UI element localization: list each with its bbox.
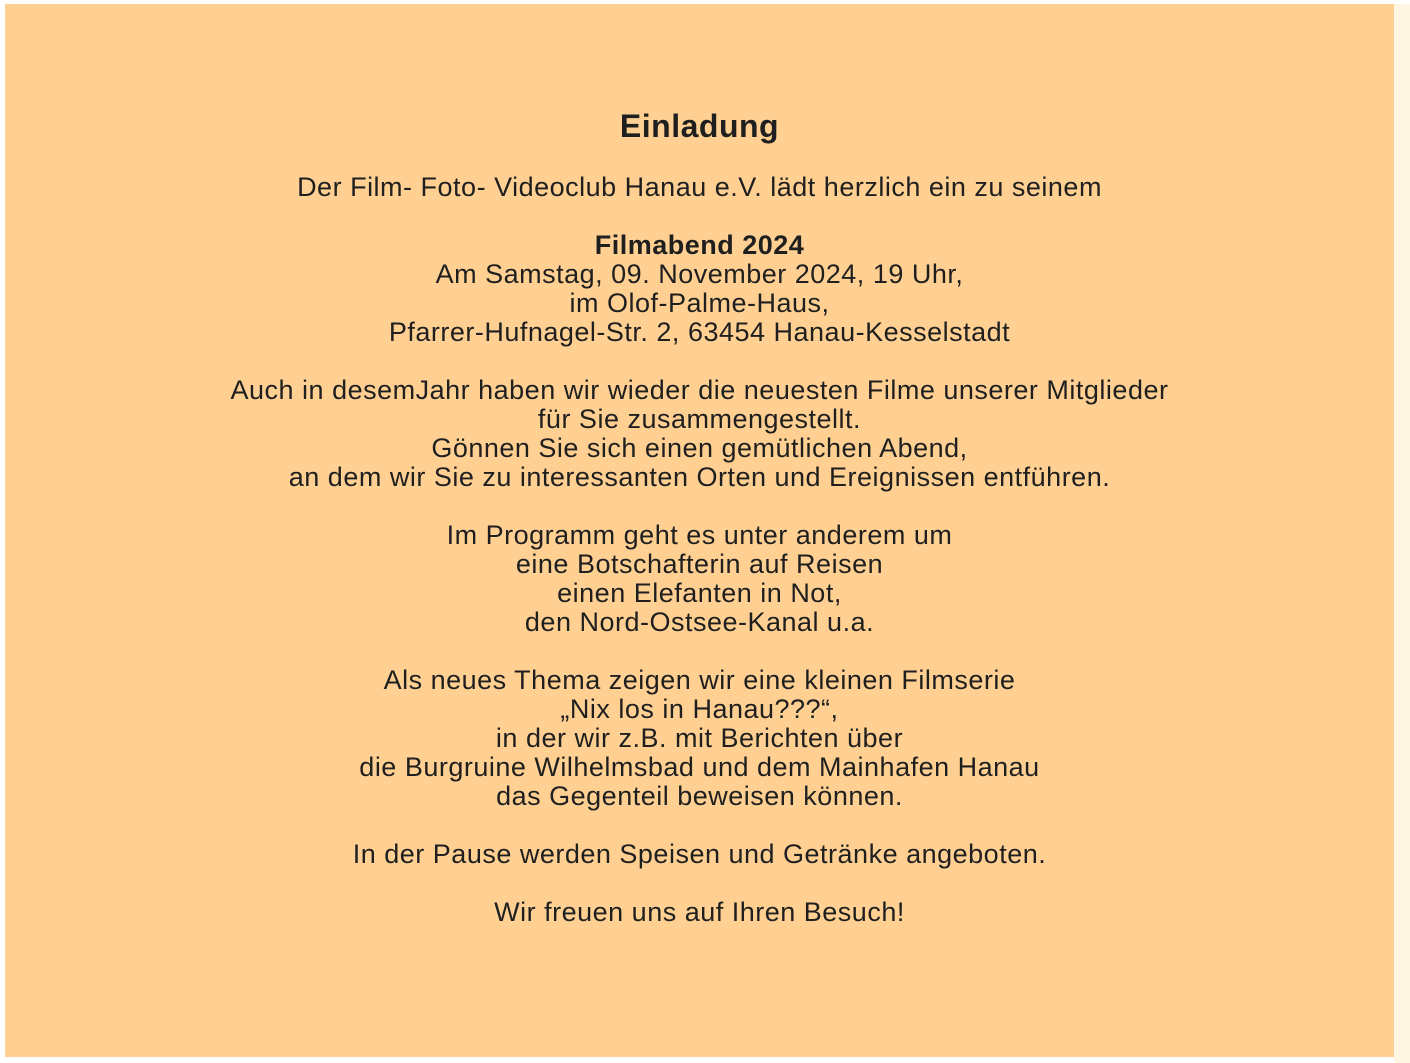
theme-paragraph xyxy=(5,666,1394,811)
theme-line-1: Als neues Thema zeigen wir eine kleinen Filmserie xyxy=(383,665,1016,695)
program-line-4: den Nord-Ostsee-Kanal u.a. xyxy=(524,607,875,637)
program-line-2: eine Botschafterin auf Reisen xyxy=(515,549,884,579)
event-details-block xyxy=(5,231,1394,347)
program-line-1: Im Programm geht es unter anderem um xyxy=(446,520,953,550)
pause-line: In der Pause werden Speisen und Getränke angeboten. xyxy=(352,839,1047,869)
event-venue-line: im Olof-Palme-Haus, xyxy=(569,288,830,318)
pause-block xyxy=(5,840,1394,869)
invitation-title: Einladung xyxy=(619,108,780,144)
invitation-card xyxy=(5,4,1394,1057)
intro-line: Der Film- Foto- Videoclub Hanau e.V. lädt herzlich ein zu seinem xyxy=(297,172,1102,202)
theme-line-3: in der wir z.B. mit Berichten über xyxy=(495,723,904,753)
event-heading: Filmabend 2024 xyxy=(594,230,805,260)
closing-line: Wir freuen uns auf Ihren Besuch! xyxy=(494,897,905,927)
films-line-3: Gönnen Sie sich einen gemütlichen Abend, xyxy=(431,433,968,463)
films-line-1: Auch in desemJahr haben wir wieder die neuesten Filme unserer Mitglieder xyxy=(230,375,1169,405)
program-paragraph xyxy=(5,521,1394,637)
films-line-2: für Sie zusammengestellt. xyxy=(537,404,862,434)
closing-block xyxy=(5,898,1394,927)
event-date-line: Am Samstag, 09. November 2024, 19 Uhr, xyxy=(435,259,964,289)
films-paragraph xyxy=(5,376,1394,492)
program-line-3: einen Elefanten in Not, xyxy=(557,578,842,608)
event-address-line: Pfarrer-Hufnagel-Str. 2, 63454 Hanau-Kesselstadt xyxy=(388,317,1011,347)
intro-block xyxy=(5,173,1394,202)
right-margin-strip xyxy=(1394,4,1410,1063)
theme-line-4: die Burgruine Wilhelmsbad und dem Mainhafen Hanau xyxy=(359,752,1040,782)
theme-line-5: das Gegenteil beweisen können. xyxy=(496,781,903,811)
theme-line-2: „Nix los in Hanau???“, xyxy=(560,694,839,724)
films-line-4: an dem wir Sie zu interessanten Orten und Ereignissen entführen. xyxy=(288,462,1111,492)
